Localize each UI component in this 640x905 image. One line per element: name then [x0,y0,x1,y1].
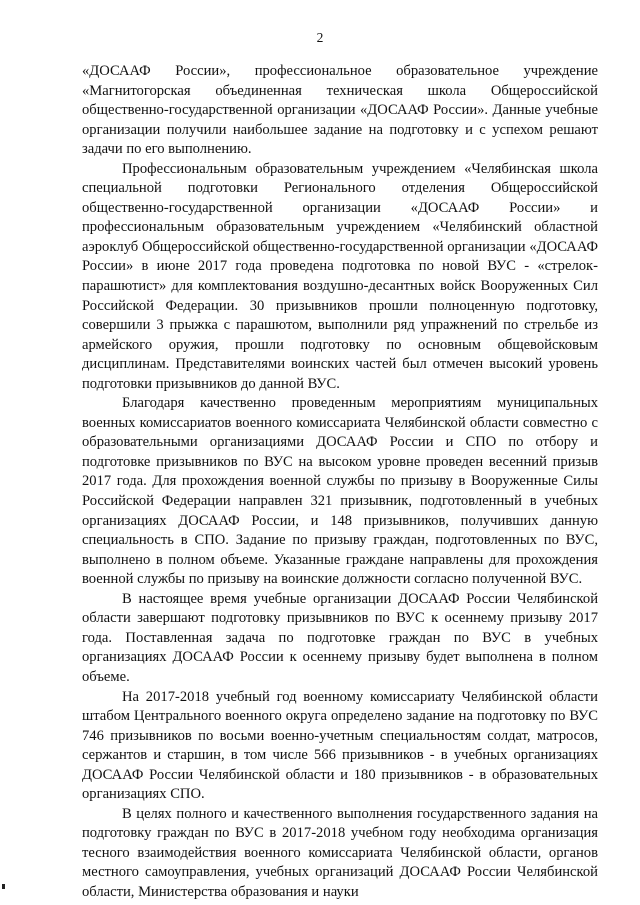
document-body [82,62,598,903]
paragraph-3: Благодаря качественно проведенным мероприятиям муниципальных военных комиссариатов военного комиссариата Челябинской области совместно с образовательными организациями ДОСААФ России и СПО по отбору и подготовке призывников по ВУС на высоком уровне проведен весенний призыв 2017 года. Для прохождения военной службы по призыву в Вооруженные Силы Российской Федерации направлен 321 призывник, подготовленный в учебных организациях ДОСААФ России, и 148 призывников, получивших данную специальность в СПО. Задание по призыву граждан, подготовленных по ВУС, выполнено в полном объеме. Указанные граждане направлены для прохождения военной службы по призыву на воинские должности согласно полученной ВУС. [82,395,598,588]
page-number: 2 [316,30,324,45]
paragraph-4: В настоящее время учебные организации ДОСААФ России Челябинской области завершают подготовку призывников по ВУС к осеннему призыву 2017 года. Поставленная задача по подготовке граждан по ВУС в учебных организациях ДОСААФ России к осеннему призыву будет выполнена в полном объеме. [82,590,598,685]
paragraph-2: Профессиональным образовательным учреждением «Челябинская школа специальной подготовки Регионального отделения Общероссийской общественно-государственной организации «ДОСААФ России» и профессиональным образовательным учреждением «Челябинский областной аэроклуб Общероссийской общественно-государственной организации «ДОСААФ России» в июне 2017 года проведена подготовка по новой ВУС - «стрелок-парашютист» для комплектования воздушно-десантных войск Вооруженных Сил Российской Федерации. 30 призывников прошли полноценную подготовку, совершили 3 прыжка с парашютом, выполнили ряд упражнений по стрельбе из армейского оружия, прошли подготовку по основным общевойсковым дисциплинам. Представителями воинских частей был отмечен высокий уровень подготовки призывников до данной ВУС. [82,160,598,392]
paragraph-1: «ДОСААФ России», профессиональное образовательное учреждение «Магнитогорская объединенная техническая школа Общероссийской общественно-государственной организации «ДОСААФ России». Данные учебные организации получили наибольшее задание на подготовку и с успехом решают задачи по его выполнению. [82,63,598,158]
paragraph-5: На 2017-2018 учебный год военному комиссариату Челябинской области штабом Центрального военного округа определено задание на подготовку по ВУС 746 призывников по восьми военно-учетным специальностям солдат, матросов, сержантов и старшин, в том числе 566 призывников - в учебных организациях ДОСААФ России Челябинской области и 180 призывников - в образовательных организациях СПО. [82,688,598,803]
scan-artifact [2,884,5,889]
paragraph-6: В целях полного и качественного выполнения государственного задания на подготовку граждан по ВУС в 2017-2018 учебном году необходима организация тесного взаимодействия военного комиссариата Челябинской области, органов местного самоуправления, учебных организаций ДОСААФ России Челябинской области, Министерства образования и науки [82,805,598,900]
